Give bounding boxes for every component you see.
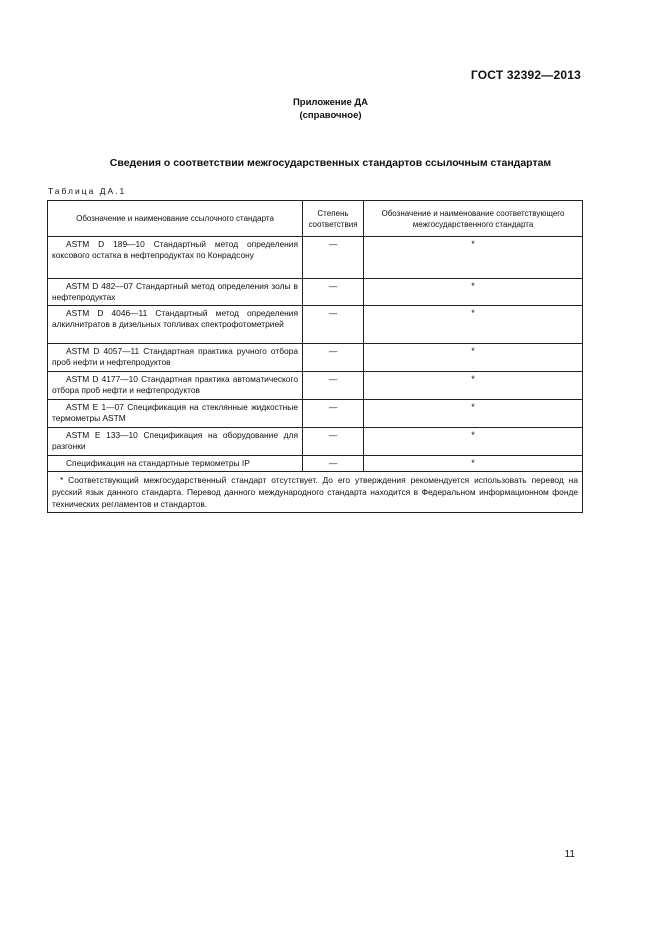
table-row [48,344,583,372]
degree-cell: — [303,400,364,428]
table-row [48,428,583,456]
table-label: Таблица ДА.1 [48,186,127,196]
reference-standard-cell [48,400,303,428]
reference-standard-text: ASTM D 4057—11 Стандартная практика ручного отбора проб нефти и нефтепродуктов [52,346,298,367]
corresponding-standard-cell: * [364,456,583,472]
table-row [48,456,583,472]
reference-standard-cell [48,306,303,344]
corresponding-standard-cell: * [364,372,583,400]
corresponding-standard-cell: * [364,279,583,306]
column-header-corresponding: Обозначение и наименование соответствующего межгосударственного стандарта [364,201,583,237]
appendix-title: Приложение ДА [292,97,369,108]
reference-standard-cell [48,237,303,279]
reference-standard-text: ASTM E 1—07 Спецификация на стеклянные жидкостные термометры ASTM [52,402,298,423]
table-row [48,306,583,344]
corresponding-standard-cell: * [364,428,583,456]
column-header-degree: Степень соответствия [303,201,364,237]
reference-standard-cell [48,279,303,306]
reference-standard-text: ASTM E 133—10 Спецификация на оборудование для разгонки [52,430,298,451]
section-title: Сведения о соответствии межгосударственных стандартов ссылочным стандартам [109,157,552,169]
reference-standard-text: Спецификация на стандартные термометры IP [66,458,250,468]
appendix-heading [0,96,661,122]
corresponding-standard-cell: * [364,400,583,428]
reference-standard-text: ASTM D 482—07 Стандартный метод определения золы в нефтепродуктах [52,281,298,302]
table-header-row [48,201,583,237]
table-row [48,279,583,306]
corresponding-standard-cell: * [364,237,583,279]
appendix-subtitle: (справочное) [299,110,362,121]
column-header-reference: Обозначение и наименование ссылочного стандарта [48,201,303,237]
corresponding-standard-cell: * [364,344,583,372]
reference-standard-cell [48,456,303,472]
reference-standard-text: ASTM D 4046—11 Стандартный метод определения алкилнитратов в дизельных топливах спектрофотометрией [52,308,298,329]
degree-cell: — [303,237,364,279]
reference-standard-cell [48,428,303,456]
degree-cell: — [303,279,364,306]
table-row [48,237,583,279]
reference-standard-cell [48,372,303,400]
reference-standard-text: ASTM D 189—10 Стандартный метод определения коксового остатка в нефтепродуктах по Конрадсону [52,239,298,260]
reference-standard-cell [48,344,303,372]
document-number: ГОСТ 32392—2013 [470,68,581,82]
degree-cell: — [303,456,364,472]
table-row [48,372,583,400]
corresponding-standard-cell: * [364,306,583,344]
table-row [48,400,583,428]
footnote-row [48,472,583,513]
degree-cell: — [303,344,364,372]
degree-cell: — [303,306,364,344]
page-number: 11 [564,849,575,860]
degree-cell: — [303,372,364,400]
table-footnote [48,472,583,513]
degree-cell: — [303,428,364,456]
footnote-text: * Соответствующий межгосударственный стандарт отсутствует. До его утверждения рекомендуется использовать перевод на русский язык данного стандарта. Перевод данного международного стандарта находится в Федеральном информационном фонде технических регламентов и стандартов. [52,475,578,509]
correspondence-table [47,200,583,513]
reference-standard-text: ASTM D 4177—10 Стандартная практика автоматического отбора проб нефти и нефтепродуктов [52,374,298,395]
